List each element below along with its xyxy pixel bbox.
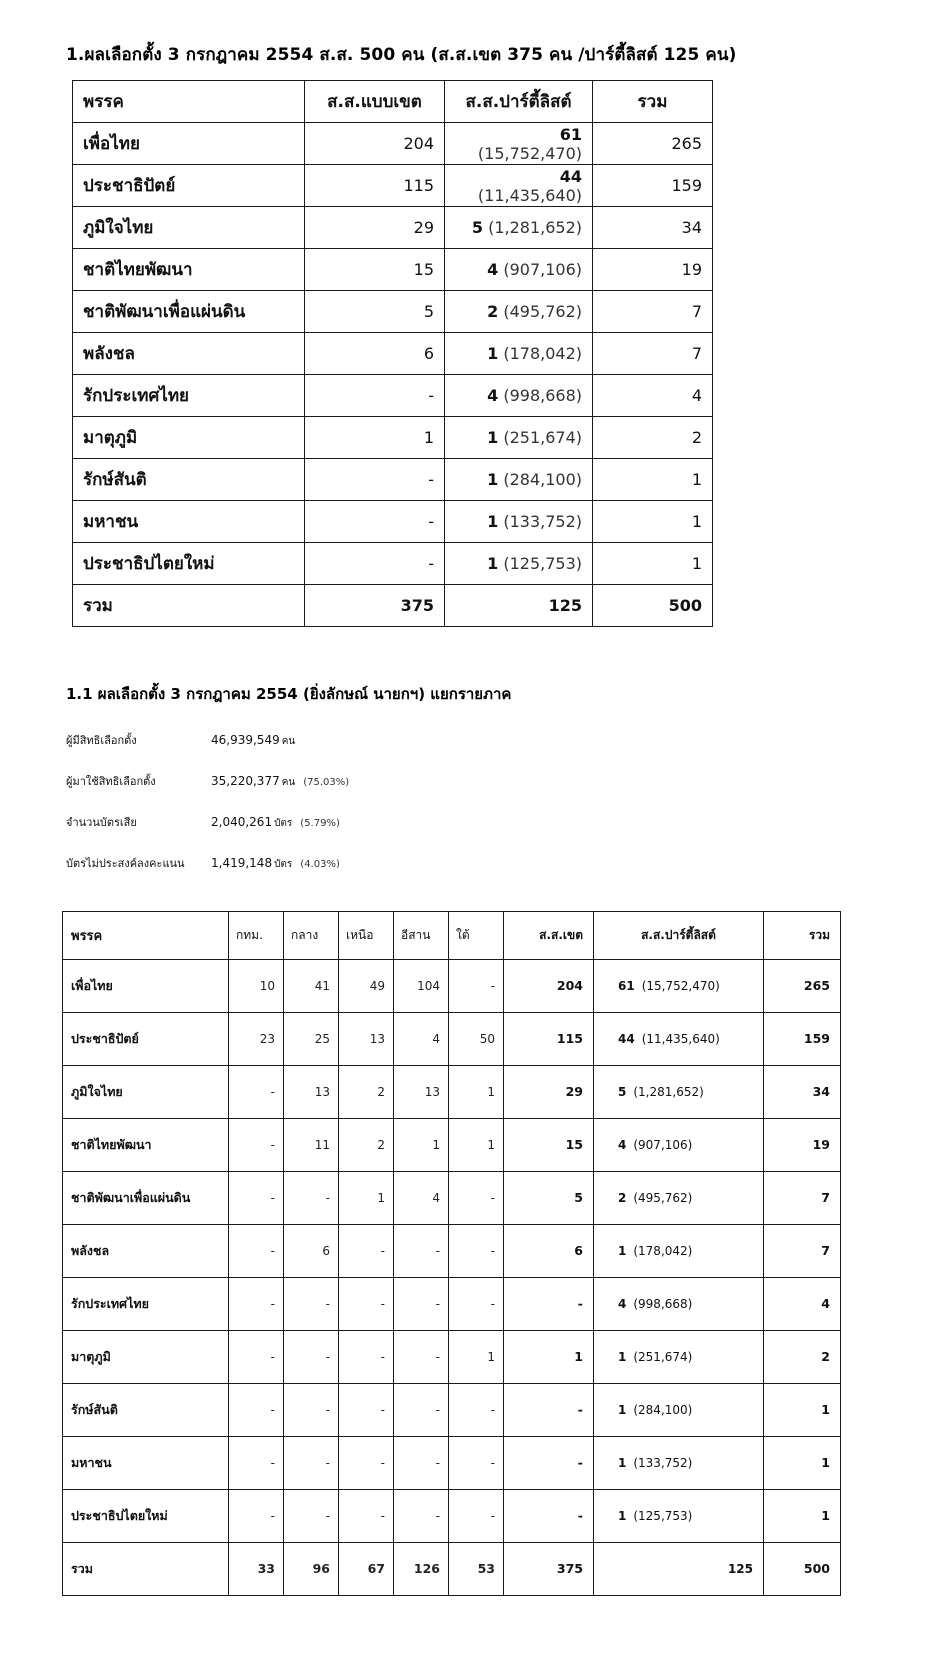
partylist-votes: (125,753) <box>633 1508 693 1523</box>
table-header-row <box>63 911 841 959</box>
regional-results-table <box>62 911 841 1596</box>
cell-central: 96 <box>284 1542 339 1595</box>
cell-north: 1 <box>339 1171 394 1224</box>
statistic-value <box>211 856 340 872</box>
cell-constituency: 6 <box>504 1224 594 1277</box>
cell-total: 265 <box>764 959 841 1012</box>
cell-bangkok: - <box>229 1277 284 1330</box>
table-row <box>73 543 713 585</box>
cell-constituency: 15 <box>305 249 445 291</box>
partylist-votes: (251,674) <box>633 1349 693 1364</box>
statistic-label: บัตรไม่ประสงค์ลงคะแนน <box>66 856 185 870</box>
cell-south: - <box>449 1171 504 1224</box>
table-row <box>73 165 713 207</box>
table-row <box>63 1171 841 1224</box>
table-header-row <box>73 81 713 123</box>
partylist-votes: (133,752) <box>633 1455 693 1470</box>
cell-central: 13 <box>284 1065 339 1118</box>
summary-table-container <box>0 66 930 627</box>
cell-constituency: 5 <box>504 1171 594 1224</box>
table-row <box>73 375 713 417</box>
statistic-number: 35,220,377 <box>211 773 280 788</box>
column-header-northeast: อีสาน <box>394 911 449 959</box>
summary-table-body <box>73 123 713 627</box>
table-row <box>63 1224 841 1277</box>
cell-bangkok: - <box>229 1118 284 1171</box>
cell-partylist <box>445 249 593 291</box>
cell-northeast: - <box>394 1330 449 1383</box>
cell-constituency: 375 <box>305 585 445 627</box>
partylist-seats: 1 <box>487 554 499 574</box>
cell-central: - <box>284 1489 339 1542</box>
table-row <box>63 1330 841 1383</box>
cell-constituency: 375 <box>504 1542 594 1595</box>
statistic-row <box>66 731 930 772</box>
cell-central: 11 <box>284 1118 339 1171</box>
cell-party: รักประเทศไทย <box>73 375 305 417</box>
election-statistics-list <box>0 705 930 895</box>
cell-total: 1 <box>593 459 713 501</box>
table-row <box>63 1436 841 1489</box>
cell-northeast: 13 <box>394 1065 449 1118</box>
column-header-total: รวม <box>593 81 713 123</box>
table-row <box>63 959 841 1012</box>
cell-party: รวม <box>63 1542 229 1595</box>
cell-party: รวม <box>73 585 305 627</box>
cell-total: 265 <box>593 123 713 165</box>
partylist-votes: (284,100) <box>503 470 582 490</box>
statistic-percent <box>295 736 303 747</box>
cell-central: - <box>284 1436 339 1489</box>
cell-partylist <box>445 207 593 249</box>
statistic-number: 1,419,148 <box>211 855 273 870</box>
partylist-seats: 1 <box>618 1349 627 1364</box>
cell-party: เพื่อไทย <box>73 123 305 165</box>
partylist-seats: 1 <box>618 1402 627 1417</box>
statistic-value <box>211 733 303 749</box>
cell-bangkok: - <box>229 1171 284 1224</box>
cell-south: 1 <box>449 1330 504 1383</box>
column-header-party: พรรค <box>73 81 305 123</box>
statistic-value <box>211 774 349 790</box>
cell-central: - <box>284 1383 339 1436</box>
cell-party: เพื่อไทย <box>63 959 229 1012</box>
partylist-votes: (1,281,652) <box>488 218 582 238</box>
cell-constituency: - <box>305 543 445 585</box>
cell-constituency: 115 <box>504 1012 594 1065</box>
table-row <box>73 417 713 459</box>
cell-constituency: 6 <box>305 333 445 375</box>
cell-total: 2 <box>593 417 713 459</box>
partylist-seats: 2 <box>618 1190 627 1205</box>
cell-partylist <box>445 459 593 501</box>
cell-party: ประชาธิปไตยใหม่ <box>73 543 305 585</box>
cell-north: 2 <box>339 1065 394 1118</box>
cell-party: ประชาธิปัตย์ <box>73 165 305 207</box>
cell-party: ชาติไทยพัฒนา <box>63 1118 229 1171</box>
regional-table-container <box>0 895 930 1596</box>
cell-bangkok: - <box>229 1436 284 1489</box>
cell-party: ชาติไทยพัฒนา <box>73 249 305 291</box>
cell-north: 49 <box>339 959 394 1012</box>
cell-bangkok: - <box>229 1065 284 1118</box>
cell-party: รักประเทศไทย <box>63 1277 229 1330</box>
cell-partylist <box>594 1330 764 1383</box>
statistic-percent: (5.79%) <box>300 817 340 829</box>
cell-party: ชาติพัฒนาเพื่อแผ่นดิน <box>73 291 305 333</box>
column-header-partylist: ส.ส.ปาร์ตี้ลิสต์ <box>594 911 764 959</box>
statistic-row <box>66 854 930 895</box>
cell-total: 4 <box>764 1277 841 1330</box>
partylist-seats: 44 <box>618 1031 635 1046</box>
cell-central: 41 <box>284 959 339 1012</box>
partylist-seats: 1 <box>618 1243 627 1258</box>
cell-central: - <box>284 1277 339 1330</box>
cell-partylist <box>594 1277 764 1330</box>
cell-party: ประชาธิปัตย์ <box>63 1012 229 1065</box>
cell-partylist <box>594 1436 764 1489</box>
statistic-unit: บัตร <box>274 817 293 829</box>
regional-table-body <box>63 959 841 1595</box>
cell-bangkok: 33 <box>229 1542 284 1595</box>
column-header-constituency: ส.ส.แบบเขต <box>305 81 445 123</box>
cell-northeast: - <box>394 1383 449 1436</box>
cell-northeast: - <box>394 1277 449 1330</box>
cell-constituency: 15 <box>504 1118 594 1171</box>
cell-central: 6 <box>284 1224 339 1277</box>
table-row <box>73 207 713 249</box>
cell-partylist <box>594 1012 764 1065</box>
cell-total: 1 <box>764 1436 841 1489</box>
cell-total: 159 <box>764 1012 841 1065</box>
column-header-constituency: ส.ส.เขต <box>504 911 594 959</box>
partylist-votes: (15,752,470) <box>477 143 582 163</box>
cell-partylist <box>594 1118 764 1171</box>
partylist-seats: 4 <box>487 386 499 406</box>
cell-constituency: 204 <box>305 123 445 165</box>
cell-north: - <box>339 1277 394 1330</box>
cell-party: ชาติพัฒนาเพื่อแผ่นดิน <box>63 1171 229 1224</box>
cell-total: 19 <box>593 249 713 291</box>
cell-constituency: - <box>504 1277 594 1330</box>
cell-partylist: 125 <box>445 585 593 627</box>
table-row <box>73 459 713 501</box>
cell-total: 1 <box>593 501 713 543</box>
table-row <box>63 1118 841 1171</box>
column-header-party: พรรค <box>63 911 229 959</box>
cell-partylist <box>445 501 593 543</box>
partylist-seats: 61 <box>559 124 582 144</box>
partylist-votes: (998,668) <box>503 386 582 406</box>
statistic-value <box>211 815 340 831</box>
partylist-votes: (125,753) <box>503 554 582 574</box>
column-header-partylist: ส.ส.ปาร์ตี้ลิสต์ <box>445 81 593 123</box>
cell-constituency: 1 <box>305 417 445 459</box>
cell-partylist <box>445 123 593 165</box>
cell-north: 2 <box>339 1118 394 1171</box>
statistic-label: จำนวนบัตรเสีย <box>66 815 137 829</box>
table-row <box>63 1012 841 1065</box>
cell-northeast: 104 <box>394 959 449 1012</box>
statistic-number: 2,040,261 <box>211 814 273 829</box>
partylist-seats: 4 <box>618 1296 627 1311</box>
cell-north: - <box>339 1330 394 1383</box>
cell-constituency: 29 <box>504 1065 594 1118</box>
cell-south: - <box>449 1383 504 1436</box>
cell-south: 53 <box>449 1542 504 1595</box>
table-row <box>63 1489 841 1542</box>
table-row <box>63 1277 841 1330</box>
cell-party: รักษ์สันติ <box>73 459 305 501</box>
cell-partylist <box>594 1489 764 1542</box>
cell-party: ประชาธิปไตยใหม่ <box>63 1489 229 1542</box>
cell-total: 7 <box>593 333 713 375</box>
cell-south: 1 <box>449 1118 504 1171</box>
partylist-votes: (998,668) <box>633 1296 693 1311</box>
cell-northeast: - <box>394 1489 449 1542</box>
partylist-seats: 1 <box>487 470 499 490</box>
cell-northeast: 4 <box>394 1171 449 1224</box>
statistic-label: ผู้มาใช้สิทธิเลือกตั้ง <box>66 774 156 788</box>
partylist-votes: (133,752) <box>503 512 582 532</box>
table-row <box>63 1065 841 1118</box>
cell-total: 19 <box>764 1118 841 1171</box>
cell-northeast: 126 <box>394 1542 449 1595</box>
cell-constituency: - <box>504 1489 594 1542</box>
partylist-votes: (1,281,652) <box>633 1084 704 1099</box>
partylist-votes: (178,042) <box>503 344 582 364</box>
cell-constituency: 204 <box>504 959 594 1012</box>
cell-northeast: 4 <box>394 1012 449 1065</box>
cell-constituency: 5 <box>305 291 445 333</box>
partylist-votes: (178,042) <box>633 1243 693 1258</box>
statistic-number: 46,939,549 <box>211 732 280 747</box>
cell-partylist <box>594 1065 764 1118</box>
cell-south: - <box>449 1277 504 1330</box>
cell-partylist <box>594 1383 764 1436</box>
cell-total: 500 <box>593 585 713 627</box>
cell-total: 4 <box>593 375 713 417</box>
cell-partylist <box>594 959 764 1012</box>
cell-partylist <box>445 333 593 375</box>
cell-south: - <box>449 1224 504 1277</box>
cell-party: มหาชน <box>63 1436 229 1489</box>
cell-north: 13 <box>339 1012 394 1065</box>
cell-partylist <box>445 165 593 207</box>
table-total-row <box>73 585 713 627</box>
cell-northeast: 1 <box>394 1118 449 1171</box>
cell-south: - <box>449 1489 504 1542</box>
partylist-votes: (284,100) <box>633 1402 693 1417</box>
partylist-seats: 1 <box>618 1455 627 1470</box>
statistic-label: ผู้มีสิทธิเลือกตั้ง <box>66 733 137 747</box>
cell-bangkok: 23 <box>229 1012 284 1065</box>
table-row <box>73 291 713 333</box>
cell-total: 7 <box>764 1224 841 1277</box>
column-header-central: กลาง <box>284 911 339 959</box>
cell-total: 1 <box>593 543 713 585</box>
cell-total: 159 <box>593 165 713 207</box>
cell-south: - <box>449 1436 504 1489</box>
regional-table-head <box>63 911 841 959</box>
partylist-seats: 5 <box>618 1084 627 1099</box>
cell-partylist <box>594 1224 764 1277</box>
cell-constituency: - <box>504 1383 594 1436</box>
cell-central: - <box>284 1171 339 1224</box>
summary-table-head <box>73 81 713 123</box>
statistic-unit: คน <box>281 776 296 788</box>
cell-north: - <box>339 1224 394 1277</box>
statistic-unit: บัตร <box>274 858 293 870</box>
table-row <box>73 501 713 543</box>
cell-party: มาตุภูมิ <box>73 417 305 459</box>
partylist-votes: (11,435,640) <box>477 185 582 205</box>
column-header-north: เหนือ <box>339 911 394 959</box>
table-row <box>63 1383 841 1436</box>
statistic-percent: (75.03%) <box>303 776 350 788</box>
table-row <box>73 123 713 165</box>
cell-party: พลังชล <box>63 1224 229 1277</box>
section-1-heading: 1.ผลเลือกตั้ง 3 กรกฎาคม 2554 ส.ส. 500 คน (ส.ส.เขต 375 คน /ปาร์ตี้ลิสต์ 125 คน) <box>66 45 737 65</box>
column-header-south: ใต้ <box>449 911 504 959</box>
cell-party: มาตุภูมิ <box>63 1330 229 1383</box>
cell-bangkok: - <box>229 1489 284 1542</box>
statistic-unit: คน <box>281 735 296 747</box>
cell-south: 1 <box>449 1065 504 1118</box>
cell-bangkok: - <box>229 1330 284 1383</box>
partylist-seats: 61 <box>618 978 635 993</box>
cell-bangkok: 10 <box>229 959 284 1012</box>
table-total-row <box>63 1542 841 1595</box>
cell-north: - <box>339 1383 394 1436</box>
partylist-seats: 1 <box>487 344 499 364</box>
table-row <box>73 333 713 375</box>
partylist-seats: 5 <box>471 218 483 238</box>
cell-total: 7 <box>764 1171 841 1224</box>
cell-north: 67 <box>339 1542 394 1595</box>
summary-results-table <box>72 80 713 627</box>
cell-northeast: - <box>394 1224 449 1277</box>
cell-north: - <box>339 1489 394 1542</box>
partylist-votes: (11,435,640) <box>641 1031 720 1046</box>
cell-northeast: - <box>394 1436 449 1489</box>
cell-bangkok: - <box>229 1383 284 1436</box>
cell-party: ภูมิใจไทย <box>73 207 305 249</box>
cell-total: 34 <box>764 1065 841 1118</box>
cell-partylist <box>445 291 593 333</box>
cell-partylist <box>445 417 593 459</box>
partylist-votes: (251,674) <box>503 428 582 448</box>
cell-total: 1 <box>764 1489 841 1542</box>
column-header-total: รวม <box>764 911 841 959</box>
statistic-row <box>66 772 930 813</box>
statistic-row <box>66 813 930 854</box>
cell-constituency: - <box>305 375 445 417</box>
cell-total: 500 <box>764 1542 841 1595</box>
cell-partylist <box>594 1171 764 1224</box>
partylist-seats: 1 <box>487 428 499 448</box>
cell-central: - <box>284 1330 339 1383</box>
partylist-seats: 4 <box>618 1137 627 1152</box>
table-row <box>73 249 713 291</box>
partylist-seats: 44 <box>559 166 582 186</box>
partylist-votes: (907,106) <box>633 1137 693 1152</box>
cell-constituency: 29 <box>305 207 445 249</box>
cell-total: 7 <box>593 291 713 333</box>
cell-south: 50 <box>449 1012 504 1065</box>
cell-partylist <box>445 543 593 585</box>
partylist-seats: 2 <box>487 302 499 322</box>
cell-south: - <box>449 959 504 1012</box>
cell-party: พลังชล <box>73 333 305 375</box>
cell-north: - <box>339 1436 394 1489</box>
cell-partylist: 125 <box>594 1542 764 1595</box>
section-2-heading: 1.1 ผลเลือกตั้ง 3 กรกฎาคม 2554 (ยิ่งลักษณ์ นายกฯ) แยกรายภาค <box>66 685 512 704</box>
cell-constituency: 1 <box>504 1330 594 1383</box>
partylist-seats: 4 <box>487 260 499 280</box>
partylist-votes: (495,762) <box>633 1190 693 1205</box>
cell-total: 2 <box>764 1330 841 1383</box>
cell-constituency: - <box>305 459 445 501</box>
partylist-votes: (907,106) <box>503 260 582 280</box>
cell-bangkok: - <box>229 1224 284 1277</box>
partylist-seats: 1 <box>487 512 499 532</box>
cell-constituency: 115 <box>305 165 445 207</box>
cell-constituency: - <box>504 1436 594 1489</box>
column-header-bangkok: กทม. <box>229 911 284 959</box>
partylist-votes: (495,762) <box>503 302 582 322</box>
cell-constituency: - <box>305 501 445 543</box>
statistic-percent: (4.03%) <box>300 858 340 870</box>
cell-party: มหาชน <box>73 501 305 543</box>
partylist-seats: 1 <box>618 1508 627 1523</box>
cell-party: ภูมิใจไทย <box>63 1065 229 1118</box>
cell-partylist <box>445 375 593 417</box>
cell-party: รักษ์สันติ <box>63 1383 229 1436</box>
partylist-votes: (15,752,470) <box>641 978 720 993</box>
cell-central: 25 <box>284 1012 339 1065</box>
cell-total: 34 <box>593 207 713 249</box>
cell-total: 1 <box>764 1383 841 1436</box>
